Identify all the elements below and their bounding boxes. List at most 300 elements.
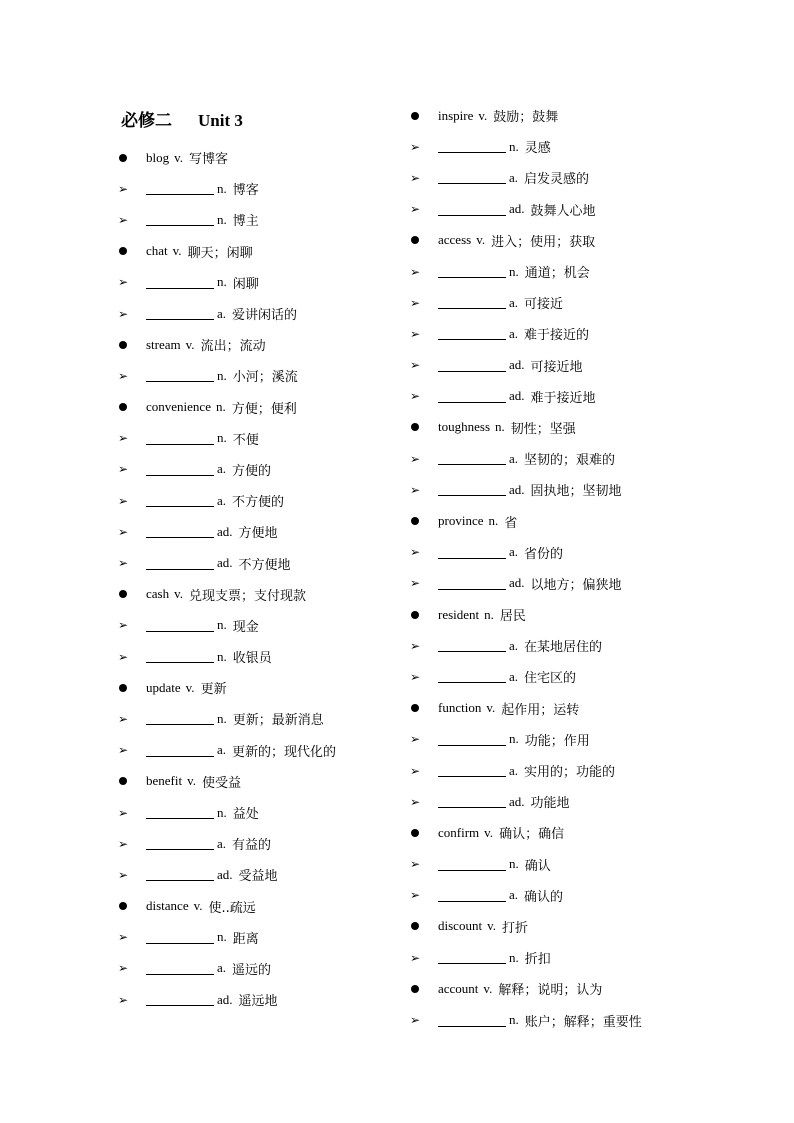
meaning: 解释；说明；认为	[498, 983, 603, 999]
fill-in-blank[interactable]	[146, 619, 214, 632]
fill-in-blank[interactable]	[438, 452, 506, 465]
arrow-bullet-icon	[410, 795, 438, 809]
meaning: 折扣	[524, 952, 551, 968]
part-of-speech: n.	[509, 263, 519, 279]
headword-entry	[410, 412, 710, 443]
arrow-bullet-icon	[118, 868, 146, 882]
arrow-bullet-icon: ➢	[118, 493, 129, 508]
meaning: 不方便地	[238, 557, 291, 573]
bullet-dot-icon	[411, 922, 419, 930]
meaning: 韧性；坚强	[510, 421, 576, 437]
derived-entry	[410, 162, 710, 193]
derived-entry	[118, 922, 418, 953]
fill-in-blank[interactable]	[438, 577, 506, 590]
derived-entry	[410, 287, 710, 318]
bullet-dot-icon	[411, 423, 419, 431]
meaning: 方便；便利	[231, 401, 297, 417]
fill-in-blank[interactable]	[146, 307, 214, 320]
derived-entry	[410, 880, 710, 911]
arrow-bullet-icon: ➢	[410, 358, 421, 373]
arrow-bullet-icon: ➢	[118, 867, 129, 882]
arrow-bullet-icon	[410, 327, 438, 341]
headword: account	[438, 980, 479, 996]
part-of-speech: v.	[487, 918, 496, 934]
part-of-speech: ad.	[509, 481, 525, 497]
bullet-dot-icon	[118, 684, 146, 692]
derived-entry	[118, 610, 418, 641]
arrow-bullet-icon	[410, 483, 438, 497]
part-of-speech: v.	[187, 773, 196, 789]
arrow-bullet-icon	[118, 307, 146, 321]
derived-entry	[118, 703, 418, 734]
meaning: 居民	[499, 609, 526, 625]
headword: blog	[146, 149, 170, 165]
meaning: 实用的；功能的	[524, 765, 616, 781]
meaning: 距离	[232, 931, 259, 947]
arrow-bullet-icon: ➢	[118, 711, 129, 726]
arrow-bullet-icon	[118, 806, 146, 820]
fill-in-blank[interactable]	[438, 795, 506, 808]
arrow-bullet-icon: ➢	[118, 524, 129, 539]
part-of-speech: a.	[509, 544, 519, 560]
meaning: 启发灵感的	[524, 172, 590, 188]
part-of-speech: n.	[509, 1012, 519, 1028]
part-of-speech: a.	[217, 305, 227, 321]
meaning: 更新；最新消息	[232, 713, 324, 729]
part-of-speech: ad.	[509, 201, 525, 217]
arrow-bullet-icon	[410, 951, 438, 965]
bullet-dot-icon	[410, 517, 438, 525]
bullet-dot-icon	[411, 112, 419, 120]
arrow-bullet-icon	[118, 712, 146, 726]
bullet-dot-icon	[411, 704, 419, 712]
bullet-dot-icon	[411, 236, 419, 244]
arrow-bullet-icon: ➢	[410, 794, 421, 809]
part-of-speech: ad.	[509, 357, 525, 373]
fill-in-blank[interactable]	[146, 837, 214, 850]
meaning: 功能地	[530, 796, 570, 812]
bullet-dot-icon	[118, 341, 146, 349]
fill-in-blank[interactable]	[438, 359, 506, 372]
arrow-bullet-icon	[410, 140, 438, 154]
meaning: 功能；作用	[524, 733, 590, 749]
bullet-dot-icon	[119, 902, 127, 910]
arrow-bullet-icon: ➢	[410, 545, 421, 560]
fill-in-blank[interactable]	[438, 483, 506, 496]
arrow-bullet-icon	[410, 639, 438, 653]
arrow-bullet-icon: ➢	[118, 961, 129, 976]
meaning: 方便的	[232, 463, 272, 479]
meaning: 难于接近的	[524, 328, 590, 344]
arrow-bullet-icon: ➢	[410, 669, 421, 684]
fill-in-blank[interactable]	[438, 390, 506, 403]
bullet-dot-icon	[118, 590, 146, 598]
meaning: 在某地居住的	[524, 640, 603, 656]
arrow-bullet-icon	[410, 358, 438, 372]
arrow-bullet-icon	[410, 202, 438, 216]
arrow-bullet-icon: ➢	[410, 857, 421, 872]
fill-in-blank[interactable]	[438, 265, 506, 278]
arrow-bullet-icon: ➢	[410, 638, 421, 653]
meaning: 确认；确信	[499, 827, 565, 843]
meaning: 益处	[232, 807, 259, 823]
headword-entry	[118, 763, 421, 797]
arrow-bullet-icon: ➢	[118, 275, 129, 290]
part-of-speech: ad.	[509, 388, 525, 404]
headword-entry	[118, 392, 418, 423]
meaning: 确认	[524, 858, 551, 874]
arrow-bullet-icon	[410, 389, 438, 403]
arrow-bullet-icon: ➢	[410, 202, 421, 217]
part-of-speech: v.	[476, 232, 486, 248]
part-of-speech: v.	[486, 700, 496, 716]
fill-in-blank[interactable]	[146, 868, 214, 881]
fill-in-blank[interactable]	[438, 140, 506, 153]
bullet-dot-icon	[410, 922, 438, 930]
headword-entry	[118, 891, 418, 922]
headword: benefit	[146, 773, 183, 789]
bullet-dot-icon	[410, 236, 438, 244]
headword: function	[438, 700, 482, 716]
meaning: 写博客	[189, 152, 229, 168]
meaning: 以地方；偏狭地	[530, 577, 622, 593]
meaning: 使受益	[202, 775, 242, 791]
part-of-speech: a.	[509, 762, 519, 778]
meaning: 更新	[200, 682, 227, 698]
derived-entry	[118, 451, 421, 485]
arrow-bullet-icon	[410, 1013, 438, 1027]
headword: chat	[146, 243, 168, 259]
part-of-speech: a.	[509, 325, 519, 341]
meaning: 受益地	[238, 869, 278, 885]
fill-in-blank[interactable]	[438, 670, 506, 683]
derived-entry	[410, 381, 710, 412]
arrow-bullet-icon	[410, 576, 438, 590]
fill-in-blank[interactable]	[146, 276, 214, 289]
meaning: 爱讲闲话的	[232, 308, 298, 324]
part-of-speech: a.	[509, 294, 519, 310]
headword-entry	[118, 236, 418, 267]
headword-entry	[410, 100, 710, 131]
arrow-bullet-icon: ➢	[410, 482, 421, 497]
part-of-speech: v.	[484, 824, 494, 840]
derived-entry	[410, 474, 710, 505]
arrow-bullet-icon	[118, 431, 146, 445]
headword: resident	[438, 606, 480, 622]
part-of-speech: v.	[185, 336, 195, 352]
bullet-dot-icon	[119, 403, 127, 411]
part-of-speech: n.	[217, 710, 227, 726]
derived-entry	[410, 131, 710, 162]
part-of-speech: v.	[174, 149, 184, 165]
part-of-speech: n.	[484, 606, 494, 622]
meaning: 现金	[232, 619, 259, 635]
meaning: 省	[504, 515, 518, 531]
part-of-speech: v.	[483, 980, 493, 996]
fill-in-blank[interactable]	[146, 463, 214, 476]
meaning: 博客	[232, 183, 259, 199]
meaning: 住宅区的	[524, 671, 577, 687]
meaning: 账户；解释；重要性	[524, 1014, 642, 1030]
meaning: 可接近地	[530, 359, 583, 375]
part-of-speech: n.	[509, 731, 519, 747]
fill-in-blank[interactable]	[438, 203, 506, 216]
vocab-column-right	[410, 100, 710, 1036]
part-of-speech: n.	[509, 949, 519, 965]
part-of-speech: ad.	[217, 555, 233, 571]
part-of-speech: n.	[509, 138, 519, 154]
part-of-speech: n.	[495, 419, 505, 435]
fill-in-blank[interactable]	[438, 951, 506, 964]
fill-in-blank[interactable]	[146, 744, 214, 757]
bullet-dot-icon	[410, 611, 438, 619]
headword: update	[146, 679, 181, 695]
fill-in-blank[interactable]	[146, 712, 214, 725]
derived-entry	[118, 264, 421, 298]
headword: access	[438, 232, 472, 248]
part-of-speech: a.	[217, 835, 227, 851]
meaning: 小河；溪流	[232, 370, 298, 386]
derived-entry	[118, 358, 421, 391]
meaning: 流出；流动	[200, 339, 266, 355]
bullet-dot-icon	[118, 247, 146, 255]
arrow-bullet-icon	[118, 837, 146, 851]
part-of-speech: a.	[217, 461, 227, 477]
fill-in-blank[interactable]	[146, 213, 214, 226]
arrow-bullet-icon: ➢	[118, 930, 129, 945]
arrow-bullet-icon: ➢	[410, 763, 421, 778]
arrow-bullet-icon	[118, 462, 146, 476]
part-of-speech: v.	[174, 586, 184, 602]
meaning: 进入；使用；获取	[491, 234, 596, 250]
arrow-bullet-icon: ➢	[410, 451, 421, 466]
fill-in-blank[interactable]	[146, 993, 214, 1006]
part-of-speech: v.	[172, 243, 182, 259]
arrow-bullet-icon: ➢	[118, 743, 129, 758]
arrow-bullet-icon: ➢	[410, 389, 421, 404]
fill-in-blank[interactable]	[146, 432, 214, 445]
headword-entry	[118, 139, 421, 173]
arrow-bullet-icon	[118, 961, 146, 975]
derived-entry	[118, 545, 421, 578]
meaning: 使..疏远	[208, 900, 256, 916]
headword: province	[438, 513, 484, 529]
fill-in-blank[interactable]	[438, 546, 506, 559]
arrow-bullet-icon: ➢	[118, 836, 129, 851]
meaning: 遥远地	[238, 994, 278, 1010]
fill-in-blank[interactable]	[146, 806, 214, 819]
part-of-speech: v.	[185, 679, 195, 695]
derived-entry	[410, 350, 710, 381]
fill-in-blank[interactable]	[438, 764, 506, 777]
derived-entry	[410, 630, 710, 661]
meaning: 遥远的	[232, 962, 272, 978]
arrow-bullet-icon: ➢	[118, 368, 129, 383]
bullet-dot-icon	[410, 112, 438, 120]
part-of-speech: ad.	[509, 793, 525, 809]
bullet-dot-icon	[118, 777, 146, 785]
part-of-speech: ad.	[217, 991, 233, 1007]
bullet-dot-icon	[119, 590, 127, 598]
headword: cash	[146, 586, 170, 602]
arrow-bullet-icon	[118, 275, 146, 289]
arrow-bullet-icon: ➢	[410, 1013, 421, 1028]
fill-in-blank[interactable]	[146, 962, 214, 975]
arrow-bullet-icon: ➢	[118, 805, 129, 820]
meaning: 通道；机会	[524, 266, 590, 282]
arrow-bullet-icon	[118, 930, 146, 944]
part-of-speech: ad.	[217, 523, 233, 539]
fill-in-blank[interactable]	[438, 327, 506, 340]
fill-in-blank[interactable]	[146, 369, 214, 382]
part-of-speech: a.	[509, 668, 519, 684]
meaning: 有益的	[232, 838, 272, 854]
part-of-speech: n.	[217, 804, 227, 820]
part-of-speech: n.	[215, 399, 226, 415]
arrow-bullet-icon: ➢	[118, 181, 129, 196]
meaning: 不方便的	[232, 495, 285, 511]
arrow-bullet-icon	[410, 265, 438, 279]
part-of-speech: n.	[509, 856, 519, 872]
part-of-speech: n.	[217, 929, 227, 945]
arrow-bullet-icon: ➢	[118, 306, 129, 321]
bullet-dot-icon	[118, 154, 146, 162]
arrow-bullet-icon	[410, 857, 438, 871]
meaning: 聊天；闲聊	[187, 245, 253, 261]
arrow-bullet-icon: ➢	[410, 888, 421, 903]
bullet-dot-icon	[411, 611, 419, 619]
fill-in-blank[interactable]	[438, 171, 506, 184]
derived-entry	[410, 256, 710, 287]
fill-in-blank[interactable]	[146, 494, 214, 507]
headword: distance	[146, 898, 189, 914]
meaning: 坚韧的；艰难的	[524, 453, 616, 469]
meaning: 打折	[501, 920, 528, 936]
arrow-bullet-icon	[118, 556, 146, 570]
derived-entry	[118, 423, 418, 454]
headword-entry	[410, 817, 710, 848]
unit-label: Unit 3	[198, 111, 243, 130]
part-of-speech: v.	[193, 898, 203, 914]
derived-entry	[118, 794, 421, 828]
headword: inspire	[438, 107, 474, 123]
part-of-speech: n.	[217, 648, 227, 664]
bullet-dot-icon	[119, 154, 127, 162]
derived-entry	[410, 194, 710, 225]
derived-entry	[410, 786, 710, 817]
arrow-bullet-icon: ➢	[410, 295, 421, 310]
bullet-dot-icon	[411, 985, 419, 993]
derived-entry	[118, 482, 421, 516]
headword: stream	[146, 336, 181, 352]
derived-entry	[118, 202, 421, 235]
course-label: 必修二	[121, 111, 172, 131]
arrow-bullet-icon	[118, 369, 146, 383]
meaning: 不便	[232, 432, 259, 448]
arrow-bullet-icon: ➢	[118, 649, 129, 664]
arrow-bullet-icon: ➢	[410, 264, 421, 279]
derived-entry	[118, 170, 421, 204]
part-of-speech: a.	[509, 169, 519, 185]
meaning: 博主	[232, 214, 259, 230]
arrow-bullet-icon: ➢	[118, 556, 129, 571]
fill-in-blank[interactable]	[438, 889, 506, 902]
meaning: 可接近	[524, 297, 564, 313]
fill-in-blank[interactable]	[438, 1014, 506, 1027]
arrow-bullet-icon	[118, 525, 146, 539]
fill-in-blank[interactable]	[146, 525, 214, 538]
part-of-speech: n.	[217, 211, 227, 227]
arrow-bullet-icon	[410, 764, 438, 778]
meaning: 更新的；现代化的	[232, 744, 337, 760]
arrow-bullet-icon: ➢	[410, 139, 421, 154]
derived-entry	[410, 724, 710, 755]
headword: discount	[438, 918, 483, 934]
part-of-speech: a.	[217, 492, 227, 508]
headword: convenience	[146, 399, 211, 415]
arrow-bullet-icon	[118, 494, 146, 508]
fill-in-blank[interactable]	[438, 858, 506, 871]
derived-entry	[410, 1004, 710, 1035]
meaning: 起作用；运转	[501, 702, 580, 718]
vocab-column-left	[118, 139, 421, 1015]
bullet-dot-icon	[410, 423, 438, 431]
derived-entry	[410, 755, 710, 786]
part-of-speech: n.	[217, 430, 227, 446]
derived-entry	[118, 857, 421, 890]
headword-entry	[410, 505, 710, 536]
headword-entry	[410, 225, 710, 256]
bullet-dot-icon	[118, 902, 146, 910]
fill-in-blank[interactable]	[146, 650, 214, 663]
fill-in-blank[interactable]	[438, 296, 506, 309]
arrow-bullet-icon	[410, 171, 438, 185]
headword-entry	[410, 599, 710, 630]
headword: confirm	[438, 824, 480, 840]
page-title	[121, 106, 243, 131]
part-of-speech: a.	[509, 637, 519, 653]
part-of-speech: a.	[217, 960, 227, 976]
fill-in-blank[interactable]	[438, 733, 506, 746]
arrow-bullet-icon	[118, 993, 146, 1007]
fill-in-blank[interactable]	[146, 931, 214, 944]
fill-in-blank[interactable]	[146, 557, 214, 570]
derived-entry	[410, 443, 710, 474]
arrow-bullet-icon	[118, 618, 146, 632]
derived-entry	[410, 942, 710, 973]
bullet-dot-icon	[411, 517, 419, 525]
arrow-bullet-icon	[410, 670, 438, 684]
fill-in-blank[interactable]	[146, 182, 214, 195]
meaning: 方便地	[238, 526, 278, 542]
headword: toughness	[438, 419, 490, 435]
derived-entry	[410, 849, 710, 880]
arrow-bullet-icon: ➢	[410, 170, 421, 185]
arrow-bullet-icon: ➢	[410, 576, 421, 591]
arrow-bullet-icon: ➢	[410, 950, 421, 965]
meaning: 灵感	[524, 141, 551, 157]
headword-entry	[410, 973, 710, 1004]
fill-in-blank[interactable]	[438, 639, 506, 652]
headword-entry	[118, 326, 421, 360]
headword-entry	[118, 669, 421, 703]
arrow-bullet-icon	[410, 296, 438, 310]
derived-entry	[118, 950, 421, 984]
derived-entry	[410, 318, 710, 349]
meaning: 固执地；坚韧地	[530, 484, 622, 500]
arrow-bullet-icon	[410, 545, 438, 559]
bullet-dot-icon	[119, 684, 127, 692]
